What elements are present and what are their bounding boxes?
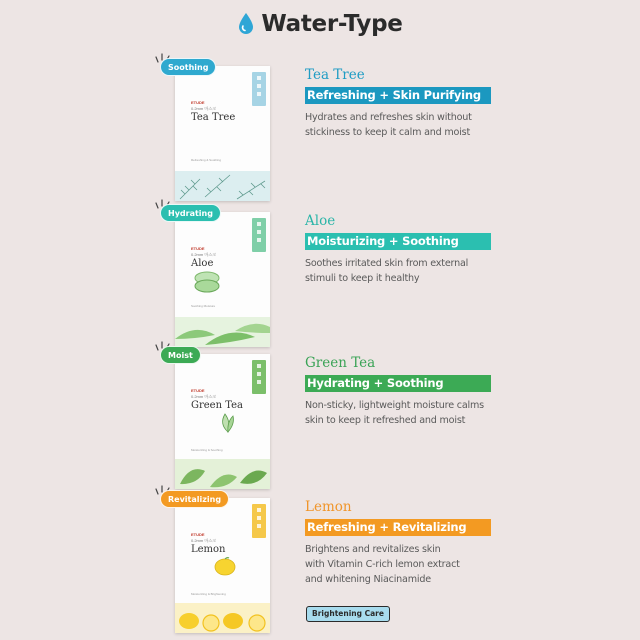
desc-line: Hydrates and refreshes skin without (305, 112, 472, 123)
aloe-leaf-pattern (175, 317, 270, 347)
product-info (305, 354, 505, 428)
pack-name: Lemon (191, 544, 226, 555)
product-benefit-bar: Refreshing + Revitalizing (305, 519, 491, 536)
product-tea-tree (0, 62, 640, 201)
product-pack (175, 212, 270, 347)
water-drop-icon (237, 12, 255, 36)
pack-subtitle: 0.2mm 마스크 (191, 394, 216, 399)
pack-tab (252, 72, 266, 106)
product-green-tea (0, 350, 640, 489)
product-benefit-bar: Refreshing + Skin Purifying (305, 87, 491, 104)
product-pack (175, 66, 270, 201)
page-title: Water-Type (261, 11, 403, 37)
lemon-icon (213, 556, 237, 578)
product-aloe (0, 208, 640, 347)
desc-line: Brightens and revitalizes skin (305, 544, 441, 555)
pack-tab (252, 218, 266, 252)
pack-fine-print: Refreshing & Soothing (191, 158, 222, 162)
pack-subtitle: 0.2mm 마스크 (191, 252, 216, 257)
product-description (305, 542, 505, 587)
desc-line: skin to keep it refreshed and moist (305, 415, 466, 426)
product-pack (175, 498, 270, 633)
product-pack (175, 354, 270, 489)
product-name: Lemon (305, 499, 352, 515)
product-name: Green Tea (305, 355, 376, 371)
pack-brand: ETUDE (191, 100, 205, 105)
product-info (305, 66, 505, 140)
product-badge: Soothing (160, 58, 216, 76)
page-header (0, 8, 640, 40)
pack-brand: ETUDE (191, 388, 205, 393)
pack-fine-print: Soothing Moisture (191, 304, 216, 308)
desc-line: with Vitamin C-rich lemon extract (305, 559, 460, 570)
pack-name: Aloe (191, 258, 214, 269)
lemon-pattern (175, 603, 270, 633)
pack-subtitle: 0.2mm 마스크 (191, 106, 216, 111)
product-badge: Hydrating (160, 204, 221, 222)
product-description (305, 110, 505, 140)
product-name: Tea Tree (305, 67, 365, 83)
aloe-slice-icon (193, 270, 221, 294)
product-description (305, 398, 505, 428)
desc-line: stimuli to keep it healthy (305, 273, 420, 284)
pack-subtitle: 0.2mm 마스크 (191, 538, 216, 543)
desc-line: Non-sticky, lightweight moisture calms (305, 400, 484, 411)
pack-brand: ETUDE (191, 246, 205, 251)
product-benefit-bar: Moisturizing + Soothing (305, 233, 491, 250)
tea-leaf-icon (217, 412, 239, 434)
product-badge: Revitalizing (160, 490, 229, 508)
product-info (305, 498, 505, 587)
pack-tab (252, 504, 266, 538)
tea-tree-leaf-pattern (175, 171, 270, 201)
product-description (305, 256, 505, 286)
product-info (305, 212, 505, 286)
pack-tab (252, 360, 266, 394)
pack-name: Green Tea (191, 400, 243, 411)
desc-line: stickiness to keep it calm and moist (305, 127, 471, 138)
product-benefit-bar: Hydrating + Soothing (305, 375, 491, 392)
desc-line: Soothes irritated skin from external (305, 258, 469, 269)
pack-fine-print: Moisturizing & Brightening (191, 592, 226, 596)
pack-fine-print: Moisturizing & Soothing (191, 448, 223, 452)
product-name: Aloe (305, 213, 336, 229)
pack-brand: ETUDE (191, 532, 205, 537)
green-tea-leaf-pattern (175, 459, 270, 489)
pack-name: Tea Tree (191, 112, 236, 123)
brightening-care-badge: Brightening Care (306, 606, 390, 622)
product-badge: Moist (160, 346, 201, 364)
desc-line: and whitening Niacinamide (305, 574, 431, 585)
